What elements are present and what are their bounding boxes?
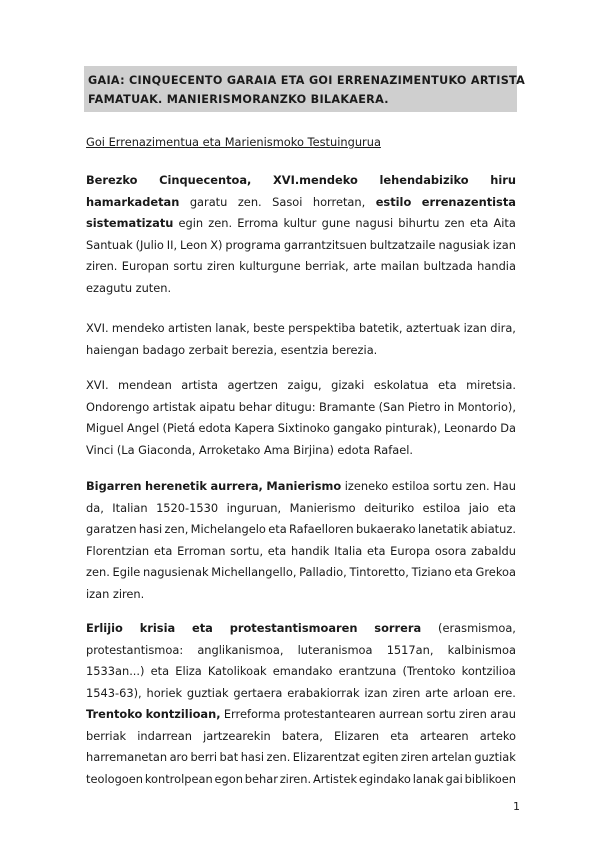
word: ziren xyxy=(400,750,429,764)
word: harremanetan xyxy=(86,750,168,764)
word: Giaconda, xyxy=(138,442,196,457)
text-line xyxy=(86,192,516,214)
word: artearen xyxy=(419,728,469,743)
word: eta xyxy=(192,621,213,635)
word: Erroma xyxy=(237,216,279,230)
word: Tintoretto, xyxy=(349,565,409,579)
word: Montorio), xyxy=(457,399,516,414)
text-line xyxy=(86,318,516,340)
text-line xyxy=(86,256,516,278)
word: Pietro xyxy=(407,399,441,414)
word: aurrera, xyxy=(210,479,263,493)
word: errenazentista xyxy=(421,194,516,209)
word: inguruan, xyxy=(226,500,282,515)
word: ditugu: xyxy=(275,399,316,414)
word: berriak, xyxy=(304,259,349,273)
word: II, xyxy=(166,237,178,252)
word: abiatuz. xyxy=(470,522,516,536)
word: Manierismo xyxy=(266,479,342,493)
word: Kapera xyxy=(234,421,275,435)
word: Miguel xyxy=(86,421,124,435)
word: kontzilioa xyxy=(461,664,516,678)
word: Eliza xyxy=(175,664,202,678)
word: beste xyxy=(253,321,285,335)
word: zerbait xyxy=(188,342,229,357)
word: eta xyxy=(268,522,287,536)
title-box xyxy=(84,66,526,112)
word: kulturgune xyxy=(239,259,301,273)
word: zen. xyxy=(465,479,490,493)
paragraph-5 xyxy=(86,618,516,790)
word: Italia xyxy=(334,543,363,558)
word: ere. xyxy=(493,685,516,700)
word: 1543-63), xyxy=(86,685,142,700)
word: nagusiak xyxy=(438,237,490,252)
text-line xyxy=(86,498,516,520)
title-line-1: GAIA: CINQUECENTO GARAIA ETA GOI ERRENAZIMENTUKO ARTISTA xyxy=(88,74,526,87)
word: garrantzitsuen xyxy=(283,237,367,252)
text-line xyxy=(86,170,516,192)
word: esentzia xyxy=(280,342,329,357)
page-number: 1 xyxy=(513,800,520,813)
word: nagusienak xyxy=(143,565,209,579)
word: ziren. xyxy=(86,259,118,273)
word: ziren. xyxy=(279,771,312,786)
word: aro xyxy=(169,750,188,764)
word: erantzuna xyxy=(338,664,397,678)
word: mendean xyxy=(118,378,172,392)
word: berri xyxy=(190,750,218,764)
word: Rafaelloren xyxy=(289,522,354,536)
word: kultur xyxy=(283,216,317,230)
word: bihurtu xyxy=(398,216,440,230)
word: Elizarentzat xyxy=(292,750,360,764)
word: Europa xyxy=(390,543,431,558)
word: eta xyxy=(438,378,457,392)
word: emandako xyxy=(272,664,333,678)
word: zen. xyxy=(237,194,262,209)
word: egindako xyxy=(358,771,411,786)
word: behar xyxy=(244,771,278,786)
word: horiek xyxy=(146,685,183,700)
word: hiru xyxy=(490,173,516,187)
word: Michelangelo xyxy=(190,522,266,536)
word: eskolatua xyxy=(373,378,429,392)
paragraph-4 xyxy=(86,476,516,605)
word: da, xyxy=(86,500,104,515)
word: Bramante xyxy=(318,399,376,414)
word: artelan xyxy=(431,750,472,764)
word: lehendabiziko xyxy=(379,173,469,187)
word: eta xyxy=(454,565,473,579)
word: krisia xyxy=(139,621,176,635)
word: horretan, xyxy=(312,194,366,209)
word: izan xyxy=(492,237,516,252)
paragraph-3 xyxy=(86,375,516,461)
word: gertaera xyxy=(233,685,283,700)
word: XVI. xyxy=(86,378,109,392)
word: sortu xyxy=(173,259,203,273)
word: Arroketako xyxy=(198,442,261,457)
word: Sasoi xyxy=(272,194,303,209)
word: egiten xyxy=(362,750,399,764)
word: teologoen xyxy=(86,771,144,786)
word: Birjina) xyxy=(293,442,334,457)
word: egin xyxy=(178,216,204,230)
word: 1520-1530 xyxy=(156,500,219,515)
word: Artistek xyxy=(312,771,358,786)
text-line xyxy=(86,640,516,662)
word: Europan xyxy=(121,259,170,273)
word: sortu xyxy=(433,479,463,493)
word: programa xyxy=(225,237,281,252)
word: ziren xyxy=(392,685,421,700)
word: garatzen xyxy=(86,522,137,536)
word: eta xyxy=(469,216,489,230)
word: Italian xyxy=(112,500,148,515)
word: garatu xyxy=(189,194,228,209)
word: gai xyxy=(445,771,463,786)
word: gune xyxy=(321,216,351,230)
word: biblikoen xyxy=(464,771,516,786)
word: X) xyxy=(210,237,223,252)
word: arte xyxy=(353,259,377,273)
word: Katolikoak xyxy=(207,664,267,678)
word: edota xyxy=(337,442,371,457)
word: pinturak), xyxy=(385,421,441,435)
word: lanak xyxy=(412,771,444,786)
word: Bigarren xyxy=(86,479,142,493)
word: gangako xyxy=(333,421,382,435)
word: mendeko xyxy=(111,321,165,335)
word: zen. xyxy=(86,565,110,579)
word: hamarkadetan xyxy=(86,194,180,209)
text-line xyxy=(86,769,516,791)
word: perspektiba xyxy=(288,321,356,335)
word: Egile xyxy=(112,565,141,579)
word: Angel xyxy=(126,421,160,435)
word: nagusi xyxy=(355,216,394,230)
word: in xyxy=(443,399,455,414)
word: zen xyxy=(444,216,465,230)
word: jartzearekin xyxy=(203,728,271,743)
word: dira, xyxy=(490,321,516,335)
word: (Trentoko xyxy=(402,664,456,678)
text-line xyxy=(86,584,516,606)
word: arte xyxy=(425,685,449,700)
word: herenetik xyxy=(145,479,207,493)
word: hasi xyxy=(240,750,264,764)
word: zuten. xyxy=(135,280,172,295)
word: Sixtinoko xyxy=(277,421,330,435)
text-line xyxy=(86,562,516,584)
word: Leonardo xyxy=(443,421,497,435)
word: zen, xyxy=(164,522,189,536)
word: izan xyxy=(86,586,110,601)
word: Grekoa xyxy=(475,565,516,579)
word: (San xyxy=(378,399,405,414)
word: anglikanismoa, xyxy=(197,642,284,657)
word: estilo xyxy=(375,194,412,209)
word: edota xyxy=(198,421,232,435)
title-line-2: FAMATUAK. MANIERISMORANZKO BILAKAERA. xyxy=(88,93,389,106)
word: osora xyxy=(434,543,467,558)
word: Erlijio xyxy=(86,621,123,635)
word: kontzilioan, xyxy=(145,707,221,721)
word: kalbinismoa xyxy=(447,642,516,657)
word: badago xyxy=(142,342,186,357)
text-line xyxy=(86,747,516,769)
word: Elizaren xyxy=(333,728,380,743)
word: ziren xyxy=(207,259,235,273)
word: deituriko xyxy=(364,500,415,515)
text-line xyxy=(86,278,516,300)
word: Ama xyxy=(263,442,290,457)
word: Trentoko xyxy=(86,707,143,721)
text-line xyxy=(86,683,516,705)
word: (erasmismoa, xyxy=(438,621,516,635)
word: eta xyxy=(390,728,409,743)
paragraph-1 xyxy=(86,170,516,299)
word: indarrean xyxy=(137,728,192,743)
word: ziren. xyxy=(112,586,145,601)
word: lanetatik xyxy=(417,522,468,536)
word: arau xyxy=(490,707,516,721)
word: protestantismoaren xyxy=(229,621,358,635)
word: artisten xyxy=(167,321,212,335)
word: artista xyxy=(181,378,218,392)
text-line xyxy=(86,704,516,726)
word: bukaerako xyxy=(355,522,416,536)
text-line xyxy=(86,440,516,462)
word: Tiziano xyxy=(411,565,452,579)
word: ezagutu xyxy=(86,280,133,295)
word: miretsia. xyxy=(466,378,516,392)
word: Vinci xyxy=(86,442,114,457)
word: eta xyxy=(153,543,173,558)
word: Berezko xyxy=(86,173,138,187)
word: aurrean xyxy=(378,707,424,721)
word: protestantismoa: xyxy=(86,642,184,657)
word: eta xyxy=(366,543,386,558)
text-line xyxy=(86,726,516,748)
word: Erreforma xyxy=(223,707,281,721)
word: Ondorengo xyxy=(86,399,150,414)
word: (Julio xyxy=(135,237,164,252)
word: Cinquecentoa, xyxy=(159,173,252,187)
text-line xyxy=(86,340,516,362)
word: Palladio, xyxy=(299,565,347,579)
word: Da xyxy=(500,421,516,435)
word: (Pietá xyxy=(162,421,196,435)
word: ziren xyxy=(459,707,487,721)
word: berezia. xyxy=(331,342,378,357)
text-line xyxy=(86,213,516,235)
word: egon xyxy=(214,771,243,786)
word: arteko xyxy=(479,728,516,743)
word: gizaki xyxy=(331,378,365,392)
word: protestantearen xyxy=(283,707,376,721)
word: zabaldu xyxy=(471,543,516,558)
text-line xyxy=(86,397,516,419)
word: guztiak xyxy=(474,750,516,764)
word: izeneko xyxy=(344,479,389,493)
section-subtitle: Goi Errenazimentua eta Marienismoko Testuingurua xyxy=(86,135,381,149)
word: XVI.mendeko xyxy=(273,173,358,187)
word: agertzen xyxy=(227,378,279,392)
word: Santuak xyxy=(86,237,133,252)
word: erabakiorrak xyxy=(287,685,360,700)
text-line xyxy=(86,541,516,563)
word: eta xyxy=(150,664,170,678)
word: arloan xyxy=(453,685,490,700)
word: 1533an...) xyxy=(86,664,145,678)
word: guztiak xyxy=(186,685,229,700)
word: artistak xyxy=(152,399,196,414)
word: mailan xyxy=(380,259,420,273)
word: eta xyxy=(267,543,287,558)
word: Erroman xyxy=(177,543,226,558)
word: Aita xyxy=(493,216,516,230)
word: eta xyxy=(497,500,516,515)
word: zen. xyxy=(208,216,233,230)
word: luteranismoa xyxy=(297,642,373,657)
text-line xyxy=(86,476,516,498)
word: lanak, xyxy=(215,321,250,335)
word: sortu xyxy=(426,707,456,721)
word: hasi xyxy=(138,522,163,536)
text-line xyxy=(86,418,516,440)
word: handia xyxy=(477,259,516,273)
word: zen. xyxy=(266,750,291,764)
word: 1517an, xyxy=(386,642,434,657)
word: (La xyxy=(116,442,135,457)
word: handik xyxy=(290,543,330,558)
word: kontrolpean xyxy=(144,771,213,786)
word: Michellangello, xyxy=(211,565,297,579)
word: behar xyxy=(238,399,272,414)
word: izan xyxy=(364,685,388,700)
word: bat xyxy=(219,750,239,764)
word: izan xyxy=(463,321,487,335)
word: sorrera xyxy=(374,621,422,635)
text-line xyxy=(86,375,516,397)
word: bultzatzaile xyxy=(369,237,436,252)
word: estiloa xyxy=(391,479,430,493)
word: XVI. xyxy=(86,321,109,335)
word: Hau xyxy=(493,479,516,493)
word: berezia, xyxy=(231,342,278,357)
word: Florentzian xyxy=(86,543,150,558)
word: jaio xyxy=(468,500,490,515)
word: batetik, xyxy=(358,321,403,335)
word: berriak xyxy=(86,728,127,743)
word: Manierismo xyxy=(289,500,356,515)
word: aztertuak xyxy=(405,321,461,335)
text-line xyxy=(86,661,516,683)
word: zaigu, xyxy=(287,378,322,392)
word: sistematizatu xyxy=(86,216,174,230)
text-line xyxy=(86,235,516,257)
word: batera, xyxy=(281,728,323,743)
word: Rafael. xyxy=(373,442,413,457)
word: estiloa xyxy=(422,500,461,515)
paragraph-2 xyxy=(86,318,516,361)
word: Leon xyxy=(180,237,208,252)
text-line xyxy=(86,519,516,541)
word: aipatu xyxy=(199,399,236,414)
word: bultzada xyxy=(423,259,473,273)
word: sortu, xyxy=(230,543,264,558)
word: haiengan xyxy=(86,342,140,357)
text-line xyxy=(86,618,516,640)
